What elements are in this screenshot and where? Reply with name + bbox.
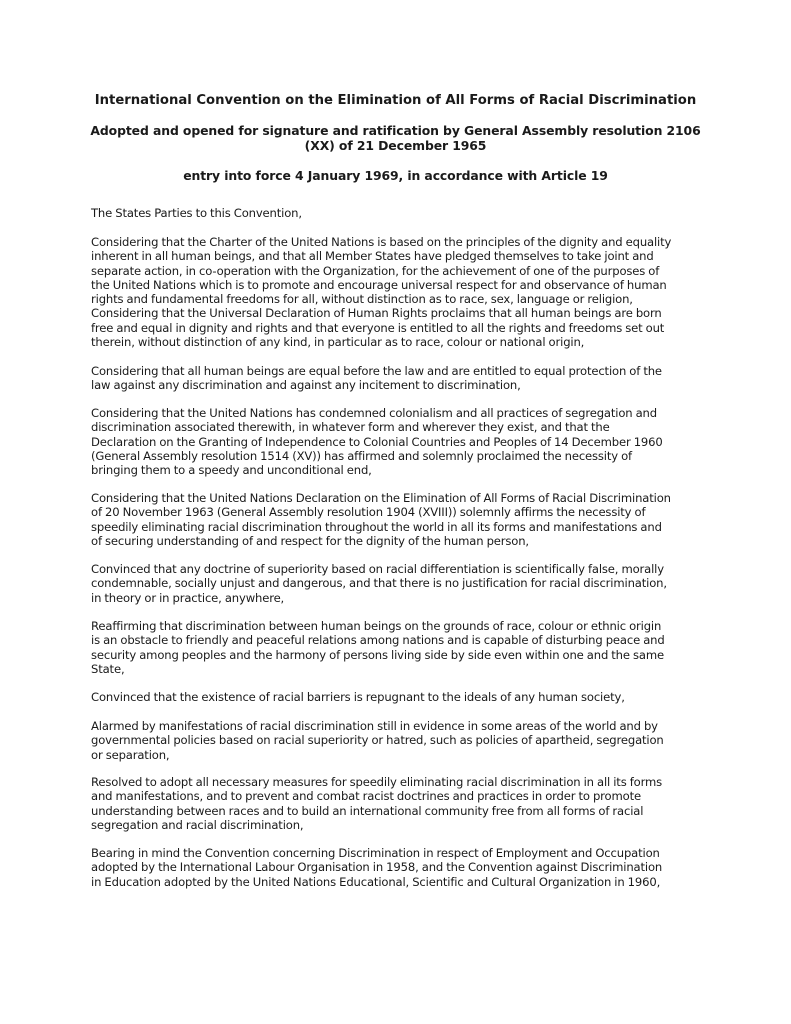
text-line: the United Nations which is to promote and encourage universal respect for and observance of human [91, 277, 667, 292]
paragraph-considering-equal-before-law [91, 364, 731, 393]
text-line: Convinced that any doctrine of superiority based on racial differentiation is scientifically false, morally [91, 562, 664, 576]
text-line: Considering that the Charter of the United Nations is based on the principles of the dignity and equality [91, 235, 672, 249]
text-line: Bearing in mind the Convention concerning Discrimination in respect of Employment and Occupation [91, 846, 660, 860]
text-line: governmental policies based on racial superiority or hatred, such as policies of apartheid, segregation [91, 733, 664, 748]
text-line: of securing understanding of and respect for the dignity of the human person, [91, 533, 529, 548]
adoption-line: (XX) of 21 December 1965 [304, 137, 487, 153]
text-line: Declaration on the Granting of Independence to Colonial Countries and Peoples of 14 December 1960 [91, 434, 663, 449]
text-line: State, [91, 661, 125, 676]
text-line: Resolved to adopt all necessary measures for speedily eliminating racial discrimination in all its forms [91, 775, 663, 789]
text-line: Considering that all human beings are equal before the law and are entitled to equal protection of the [91, 364, 662, 378]
adoption-line: Adopted and opened for signature and ratification by General Assembly resolution 2106 [90, 123, 701, 138]
entry-into-force: entry into force 4 January 1969, in accordance with Article 19 [183, 168, 608, 183]
text-line: inherent in all human beings, and that all Member States have pledged themselves to take joint and [91, 249, 654, 264]
text-line: speedily eliminating racial discrimination throughout the world in all its forms and manifestations and [91, 519, 662, 534]
text-line: adopted by the International Labour Organisation in 1958, and the Convention against Discrimination [91, 860, 663, 875]
text-line: separate action, in co-operation with the Organization, for the achievement of one of the purposes of [91, 263, 660, 278]
text-line: rights and fundamental freedoms for all, without distinction as to race, sex, language or religion, [91, 292, 633, 306]
text-line: Reaffirming that discrimination between human beings on the grounds of race, colour or ethnic origin [91, 619, 662, 633]
text-line: Alarmed by manifestations of racial discrimination still in evidence in some areas of the world and by [91, 719, 658, 733]
text-line: Considering that the United Nations Declaration on the Elimination of All Forms of Racial Discrimination [91, 491, 671, 505]
text-line: Considering that the Universal Declaration of Human Rights proclaims that all human beings are born [91, 306, 662, 321]
paragraph-convinced-barriers [91, 690, 731, 704]
text-line: condemnable, socially unjust and dangerous, and that there is no justification for racial discrimination, [91, 576, 667, 591]
text-line: The States Parties to this Convention, [91, 206, 302, 220]
text-line: and manifestations, and to prevent and combat racist doctrines and practices in order to promote [91, 789, 641, 804]
text-line: Considering that the United Nations has condemned colonialism and all practices of segregation and [91, 406, 657, 420]
text-line: discrimination associated therewith, in whatever form and wherever they exist, and that the [91, 420, 610, 435]
paragraph-considering-colonialism [91, 406, 731, 477]
text-line: (General Assembly resolution 1514 (XV)) has affirmed and solemnly proclaimed the necessity of [91, 448, 632, 463]
text-line: therein, without distinction of any kind, in particular as to race, colour or national origin, [91, 334, 585, 349]
text-line: law against any discrimination and against any incitement to discrimination, [91, 378, 521, 393]
paragraph-convinced-doctrine [91, 562, 731, 605]
text-line: in Education adopted by the United Nations Educational, Scientific and Cultural Organization in 1960, [91, 874, 661, 889]
document-title: International Convention on the Elimination of All Forms of Racial Discrimination [94, 93, 697, 108]
paragraph-reaffirming [91, 619, 731, 676]
paragraph-considering-un-declaration [91, 491, 731, 548]
paragraph-resolved [91, 775, 731, 832]
text-line: security among peoples and the harmony of persons living side by side even within one and the same [91, 647, 664, 662]
text-line: or separation, [91, 747, 170, 762]
paragraph-preamble-intro [91, 206, 731, 220]
adoption-statement [0, 124, 791, 153]
text-line: understanding between races and to build an international community free from all forms of racial [91, 803, 644, 818]
text-line: of 20 November 1963 (General Assembly resolution 1904 (XVIII)) solemnly affirms the necessity of [91, 505, 646, 520]
text-line: in theory or in practice, anywhere, [91, 590, 285, 605]
text-line: segregation and racial discrimination, [91, 817, 304, 832]
text-line: free and equal in dignity and rights and that everyone is entitled to all the rights and freedoms set out [91, 320, 665, 335]
text-line: Convinced that the existence of racial barriers is repugnant to the ideals of any human society, [91, 690, 625, 704]
paragraph-considering-charter [91, 235, 731, 349]
paragraph-bearing-in-mind [91, 846, 731, 889]
text-line: bringing them to a speedy and unconditional end, [91, 463, 372, 477]
text-line: is an obstacle to friendly and peaceful relations among nations and is capable of disturbing peace and [91, 633, 665, 648]
paragraph-alarmed [91, 719, 731, 762]
